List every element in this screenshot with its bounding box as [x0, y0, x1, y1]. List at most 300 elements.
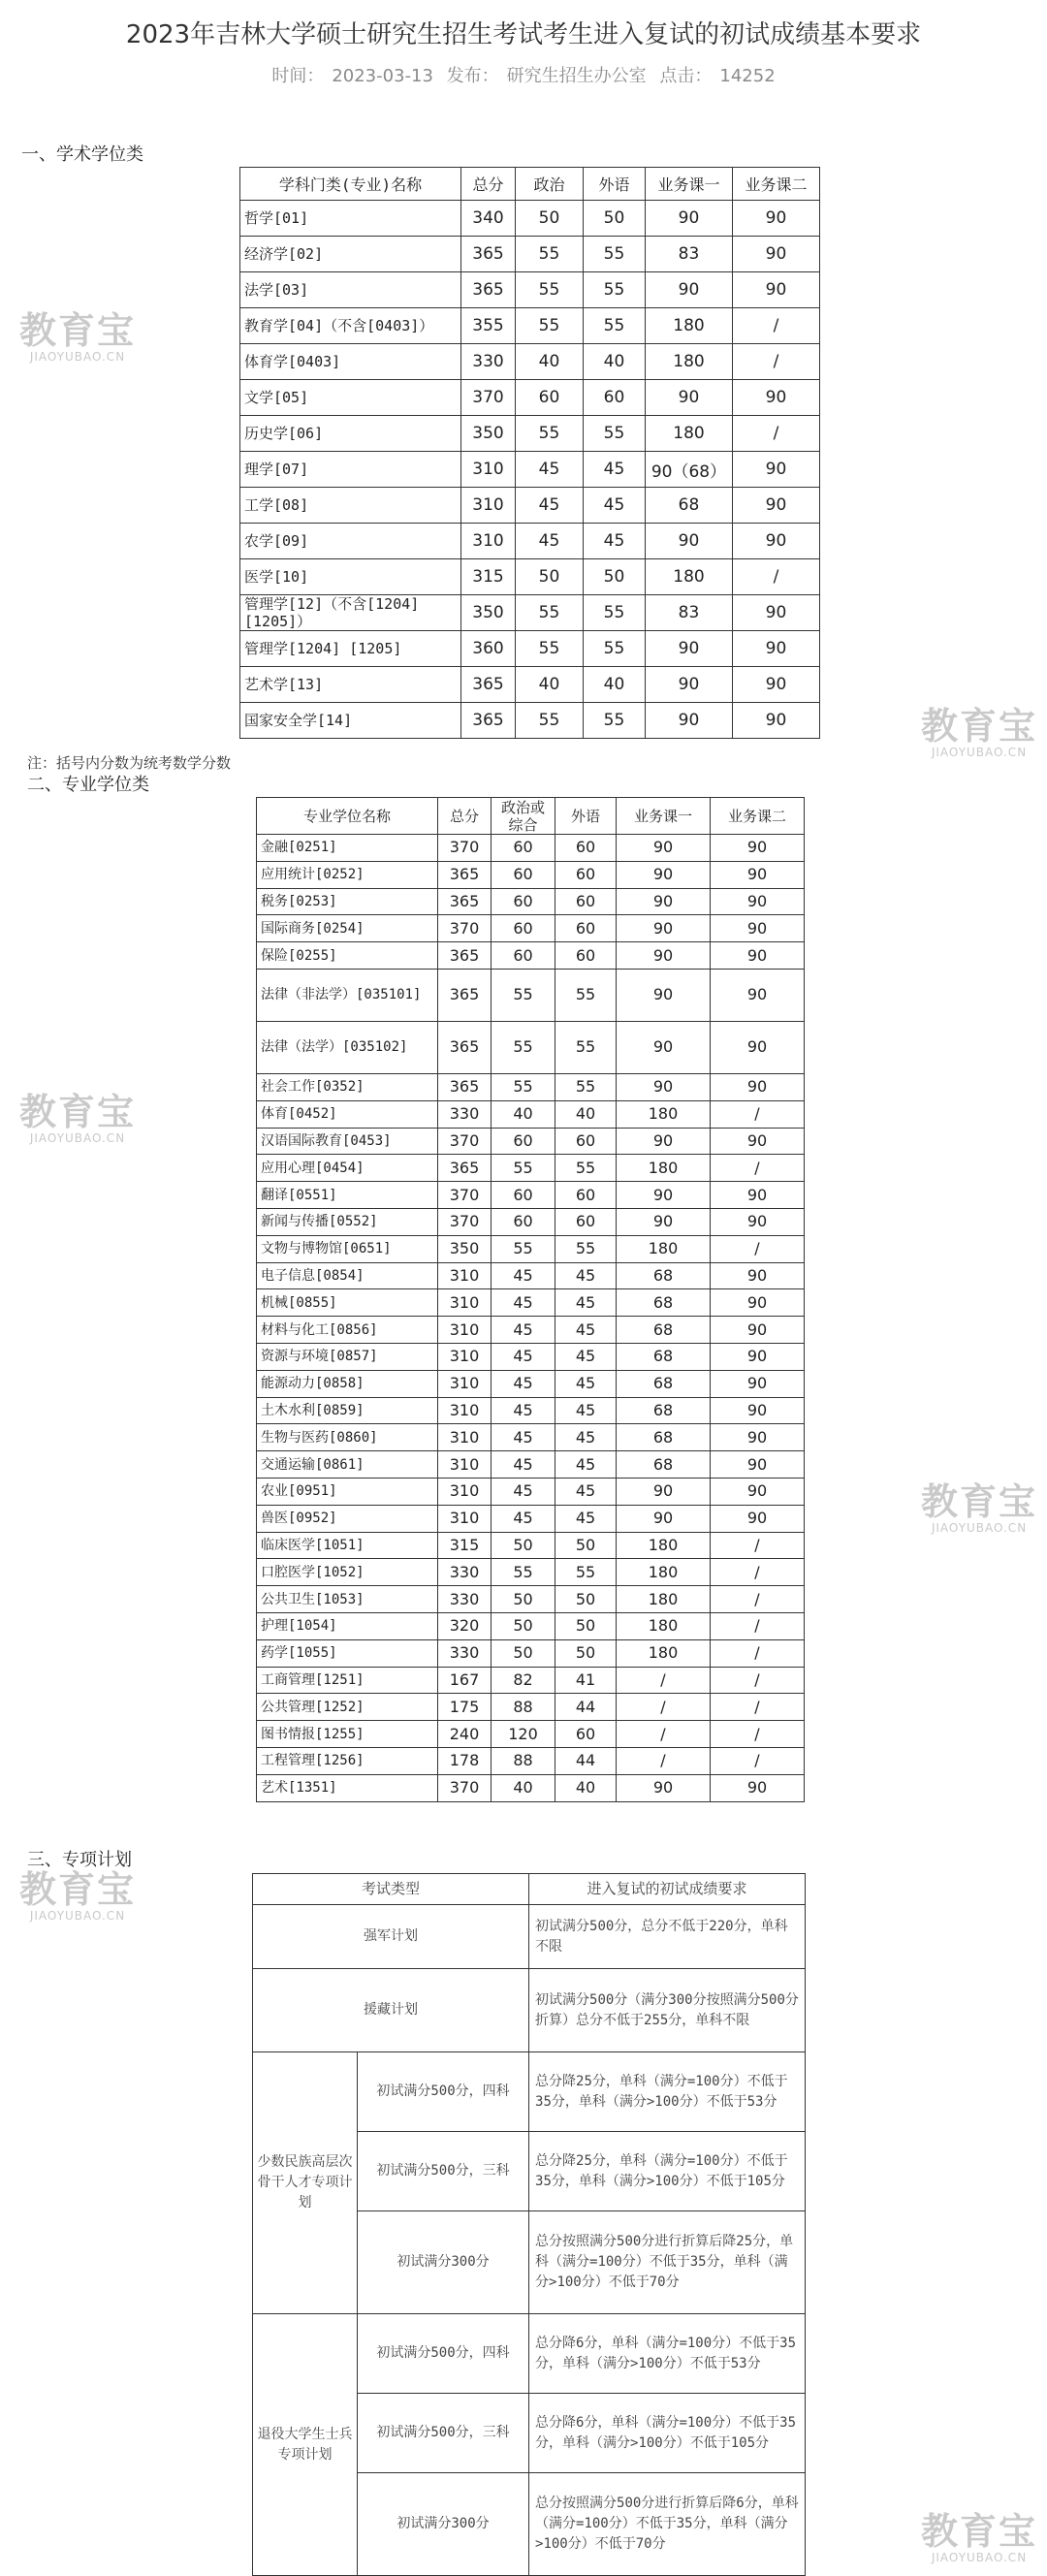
score-cell: 310	[461, 488, 516, 524]
discipline-name-cell: 生物与医药[0860]	[257, 1424, 438, 1451]
score-cell: 350	[438, 1235, 492, 1262]
table-row	[257, 1424, 805, 1451]
table-row	[257, 1397, 805, 1424]
score-cell: 180	[617, 1612, 711, 1639]
discipline-name-cell: 图书情报[1255]	[257, 1721, 438, 1748]
score-cell: 365	[438, 942, 492, 970]
score-cell: 44	[555, 1694, 617, 1721]
score-cell: 240	[438, 1721, 492, 1748]
discipline-name-cell: 医学[10]	[240, 559, 461, 595]
score-cell: 90	[711, 1397, 805, 1424]
score-cell: 60	[492, 942, 555, 970]
table-row	[257, 1612, 805, 1639]
score-cell: 55	[516, 631, 584, 667]
score-cell: /	[733, 559, 820, 595]
table-row	[257, 1208, 805, 1235]
table-row	[257, 1721, 805, 1748]
score-cell: 310	[438, 1505, 492, 1532]
plan-requirement: 初试满分500分，总分不低于220分，单科不限	[529, 1905, 806, 1969]
discipline-name-cell: 新闻与传播[0552]	[257, 1208, 438, 1235]
watermark-subtext: JIAOYUBAO.CN	[29, 350, 126, 364]
score-cell: 90	[617, 1182, 711, 1209]
discipline-name-cell: 文物与博物馆[0651]	[257, 1235, 438, 1262]
column-header: 学科门类(专业)名称	[240, 168, 461, 201]
score-cell: 82	[492, 1667, 555, 1694]
discipline-name-cell: 土木水利[0859]	[257, 1397, 438, 1424]
score-cell: 365	[438, 1073, 492, 1100]
discipline-name-cell: 药学[1055]	[257, 1639, 438, 1667]
score-cell: 90	[711, 915, 805, 942]
score-cell: 90	[733, 524, 820, 559]
score-cell: 355	[461, 308, 516, 344]
score-cell: 90	[617, 915, 711, 942]
plan-requirement: 总分按照满分500分进行折算后降25分，单科（满分=100分）不低于35分，单科（满分>100分）不低于70分	[529, 2211, 806, 2314]
score-cell: 60	[555, 915, 617, 942]
score-cell: 45	[555, 1505, 617, 1532]
publisher: 研究生招生办公室	[506, 66, 647, 86]
watermark-text: 教育宝	[19, 1091, 137, 1133]
table-row	[257, 1370, 805, 1397]
score-cell: 55	[555, 1021, 617, 1073]
score-cell: /	[711, 1586, 805, 1613]
score-cell: 60	[555, 888, 617, 915]
watermark-logo	[921, 2510, 1038, 2564]
score-cell: 310	[438, 1343, 492, 1370]
score-cell: 178	[438, 1747, 492, 1774]
score-cell: 50	[555, 1586, 617, 1613]
discipline-name-cell: 国家安全学[14]	[240, 703, 461, 739]
score-cell: 90	[617, 969, 711, 1021]
table-row	[257, 915, 805, 942]
table-row	[257, 1289, 805, 1317]
score-cell: 90	[711, 1262, 805, 1289]
score-cell: 45	[555, 1478, 617, 1505]
score-cell: 55	[555, 1559, 617, 1586]
discipline-name-cell: 社会工作[0352]	[257, 1073, 438, 1100]
table-row	[257, 1667, 805, 1694]
score-cell: 90	[733, 488, 820, 524]
publish-time: 2023-03-13	[332, 66, 433, 86]
table-row	[240, 272, 820, 308]
table-row	[257, 969, 805, 1021]
discipline-name-cell: 农业[0951]	[257, 1478, 438, 1505]
score-cell: 50	[584, 559, 646, 595]
score-cell: 365	[438, 1155, 492, 1182]
discipline-name-cell: 金融[0251]	[257, 835, 438, 862]
score-cell: 90	[711, 1451, 805, 1479]
score-cell: 90	[711, 1317, 805, 1344]
table-row	[257, 1747, 805, 1774]
score-cell: 60	[492, 915, 555, 942]
watermark-logo	[19, 309, 137, 364]
score-cell: 90	[617, 835, 711, 862]
score-cell: 55	[555, 1073, 617, 1100]
score-cell: 55	[492, 1021, 555, 1073]
watermark-logo	[19, 1091, 137, 1145]
score-cell: 90	[711, 1208, 805, 1235]
table-row	[257, 1774, 805, 1801]
score-cell: 55	[584, 308, 646, 344]
table-row	[257, 1694, 805, 1721]
plan-requirement: 总分降25分，单科（满分=100分）不低于35分，单科（满分>100分）不低于105分	[529, 2132, 806, 2211]
score-cell: 310	[438, 1317, 492, 1344]
score-cell: 55	[492, 1155, 555, 1182]
table-row	[257, 888, 805, 915]
table-row	[240, 452, 820, 488]
score-cell: 90	[733, 452, 820, 488]
table-row	[240, 595, 820, 631]
score-cell: 365	[438, 969, 492, 1021]
score-cell: 90	[711, 1182, 805, 1209]
table-header-row	[240, 168, 820, 201]
score-cell: 55	[584, 272, 646, 308]
table-row	[257, 1343, 805, 1370]
score-cell: 45	[492, 1397, 555, 1424]
score-cell: 365	[438, 888, 492, 915]
score-cell: 90（68）	[646, 452, 733, 488]
score-cell: 68	[617, 1343, 711, 1370]
discipline-name-cell: 国际商务[0254]	[257, 915, 438, 942]
score-cell: 330	[461, 344, 516, 380]
score-cell: 350	[461, 416, 516, 452]
score-cell: 50	[492, 1532, 555, 1559]
score-cell: 90	[711, 861, 805, 888]
score-cell: 180	[617, 1155, 711, 1182]
discipline-name-cell: 工程管理[1256]	[257, 1747, 438, 1774]
table-row	[257, 1262, 805, 1289]
table-row	[257, 1586, 805, 1613]
score-cell: 50	[492, 1639, 555, 1667]
plan-group: 退役大学生士兵专项计划	[253, 2314, 358, 2576]
column-header: 总分	[438, 798, 492, 835]
score-cell: 90	[711, 942, 805, 970]
table-row	[240, 631, 820, 667]
score-cell: 55	[492, 1235, 555, 1262]
clicks-label: 点击：	[659, 66, 713, 86]
score-cell: /	[711, 1694, 805, 1721]
score-cell: 90	[711, 1289, 805, 1317]
score-cell: 90	[617, 888, 711, 915]
score-cell: 90	[646, 272, 733, 308]
score-cell: /	[617, 1694, 711, 1721]
table-row	[253, 1905, 806, 1969]
time-label: 时间：	[271, 66, 325, 86]
score-cell: 83	[646, 595, 733, 631]
score-cell: 310	[438, 1424, 492, 1451]
score-cell: 365	[461, 272, 516, 308]
column-header: 外语	[584, 168, 646, 201]
discipline-name-cell: 工商管理[1251]	[257, 1667, 438, 1694]
discipline-name-cell: 公共管理[1252]	[257, 1694, 438, 1721]
discipline-name-cell: 应用统计[0252]	[257, 861, 438, 888]
score-cell: 90	[617, 861, 711, 888]
score-cell: 55	[516, 595, 584, 631]
score-cell: 55	[584, 237, 646, 272]
score-cell: 60	[555, 1721, 617, 1748]
plan-type: 强军计划	[253, 1905, 529, 1969]
score-cell: 180	[617, 1559, 711, 1586]
score-cell: 330	[438, 1639, 492, 1667]
discipline-name-cell: 公共卫生[1053]	[257, 1586, 438, 1613]
discipline-name-cell: 交通运输[0861]	[257, 1451, 438, 1479]
plan-subtype: 初试满分300分	[358, 2211, 529, 2314]
table-row	[257, 1235, 805, 1262]
score-cell: 330	[438, 1100, 492, 1128]
header-requirement: 进入复试的初试成绩要求	[529, 1874, 806, 1905]
plan-subtype: 初试满分500分，三科	[358, 2132, 529, 2211]
score-cell: 60	[555, 1208, 617, 1235]
score-cell: 180	[646, 308, 733, 344]
score-cell: 45	[584, 488, 646, 524]
score-cell: 88	[492, 1694, 555, 1721]
score-cell: 45	[492, 1343, 555, 1370]
discipline-name-cell: 临床医学[1051]	[257, 1532, 438, 1559]
column-header: 政治	[516, 168, 584, 201]
score-cell: 90	[617, 942, 711, 970]
table-row	[240, 380, 820, 416]
discipline-name-cell: 法学[03]	[240, 272, 461, 308]
score-cell: 60	[555, 835, 617, 862]
score-cell: 55	[492, 1559, 555, 1586]
plan-type: 援藏计划	[253, 1969, 529, 2052]
discipline-name-cell: 历史学[06]	[240, 416, 461, 452]
score-cell: 55	[516, 416, 584, 452]
score-cell: 360	[461, 631, 516, 667]
score-cell: 60	[555, 1128, 617, 1155]
click-count: 14252	[719, 66, 776, 86]
score-cell: /	[711, 1721, 805, 1748]
discipline-name-cell: 汉语国际教育[0453]	[257, 1128, 438, 1155]
table-row	[253, 2052, 806, 2132]
score-cell: 90	[711, 1478, 805, 1505]
score-cell: /	[711, 1747, 805, 1774]
score-cell: 90	[733, 272, 820, 308]
score-cell: 180	[617, 1639, 711, 1667]
column-header: 政治或综合	[492, 798, 555, 835]
score-cell: 60	[492, 861, 555, 888]
discipline-name-cell: 理学[07]	[240, 452, 461, 488]
score-cell: /	[711, 1667, 805, 1694]
score-cell: 60	[516, 380, 584, 416]
score-cell: 180	[617, 1586, 711, 1613]
column-header: 外语	[555, 798, 617, 835]
table-row	[240, 416, 820, 452]
score-cell: 330	[438, 1586, 492, 1613]
section3-heading: 三、专项计划	[27, 1850, 132, 1870]
score-cell: 90	[711, 888, 805, 915]
column-header: 专业学位名称	[257, 798, 438, 835]
score-cell: 45	[555, 1317, 617, 1344]
score-cell: 45	[492, 1424, 555, 1451]
score-cell: 90	[733, 237, 820, 272]
watermark-logo	[19, 1868, 137, 1923]
score-cell: 167	[438, 1667, 492, 1694]
score-cell: /	[733, 416, 820, 452]
score-cell: 365	[461, 703, 516, 739]
score-cell: 55	[516, 308, 584, 344]
discipline-name-cell: 保险[0255]	[257, 942, 438, 970]
column-header: 业务课一	[646, 168, 733, 201]
score-cell: 45	[584, 524, 646, 559]
score-cell: 370	[438, 1182, 492, 1209]
discipline-name-cell: 资源与环境[0857]	[257, 1343, 438, 1370]
score-cell: 180	[617, 1235, 711, 1262]
score-cell: 90	[711, 1774, 805, 1801]
score-cell: 55	[584, 595, 646, 631]
discipline-name-cell: 口腔医学[1052]	[257, 1559, 438, 1586]
discipline-name-cell: 税务[0253]	[257, 888, 438, 915]
score-cell: 45	[492, 1262, 555, 1289]
table-row	[257, 1182, 805, 1209]
table-row	[257, 1451, 805, 1479]
score-cell: /	[617, 1721, 711, 1748]
score-cell: 45	[516, 524, 584, 559]
score-cell: 55	[584, 416, 646, 452]
score-cell: 55	[584, 631, 646, 667]
table-row	[240, 344, 820, 380]
score-cell: 315	[438, 1532, 492, 1559]
watermark-logo	[921, 705, 1038, 759]
table-row	[257, 1100, 805, 1128]
score-cell: 50	[555, 1612, 617, 1639]
score-cell: 370	[438, 1774, 492, 1801]
score-cell: 88	[492, 1747, 555, 1774]
discipline-name-cell: 应用心理[0454]	[257, 1155, 438, 1182]
plan-subtype: 初试满分500分，四科	[358, 2314, 529, 2394]
score-cell: 50	[492, 1612, 555, 1639]
discipline-name-cell: 能源动力[0858]	[257, 1370, 438, 1397]
table-row	[257, 1021, 805, 1073]
score-cell: 60	[584, 380, 646, 416]
watermark-logo	[921, 1480, 1038, 1535]
discipline-name-cell: 法律（非法学）[035101]	[257, 969, 438, 1021]
table-row	[240, 488, 820, 524]
score-cell: /	[711, 1100, 805, 1128]
score-cell: 45	[555, 1451, 617, 1479]
score-cell: 60	[555, 861, 617, 888]
table-row	[257, 1559, 805, 1586]
score-cell: 55	[516, 272, 584, 308]
score-cell: 55	[492, 1073, 555, 1100]
discipline-name-cell: 材料与化工[0856]	[257, 1317, 438, 1344]
score-cell: 40	[492, 1100, 555, 1128]
score-cell: 68	[617, 1451, 711, 1479]
score-cell: 90	[733, 667, 820, 703]
score-cell: 90	[617, 1021, 711, 1073]
score-cell: 90	[733, 631, 820, 667]
score-cell: 90	[617, 1073, 711, 1100]
score-cell: 90	[733, 380, 820, 416]
score-cell: 40	[492, 1774, 555, 1801]
score-cell: 45	[555, 1289, 617, 1317]
score-cell: 90	[733, 595, 820, 631]
plan-group: 少数民族高层次骨干人才专项计划	[253, 2052, 358, 2314]
plan-requirement: 总分降6分，单科（满分=100分）不低于35分，单科（满分>100分）不低于105分	[529, 2394, 806, 2473]
score-cell: 90	[733, 703, 820, 739]
score-cell: 55	[516, 237, 584, 272]
score-cell: 315	[461, 559, 516, 595]
score-cell: 60	[555, 1182, 617, 1209]
score-cell: 60	[555, 942, 617, 970]
discipline-name-cell: 体育学[0403]	[240, 344, 461, 380]
score-cell: 45	[516, 452, 584, 488]
column-header: 总分	[461, 168, 516, 201]
section1-note: 注：括号内分数为统考数学分数	[27, 754, 232, 772]
table-row	[257, 1639, 805, 1667]
score-cell: 310	[438, 1262, 492, 1289]
score-cell: 370	[461, 380, 516, 416]
column-header: 业务课二	[711, 798, 805, 835]
table-row	[240, 201, 820, 237]
score-cell: 90	[646, 201, 733, 237]
publisher-label: 发布：	[446, 66, 499, 86]
discipline-name-cell: 机械[0855]	[257, 1289, 438, 1317]
score-cell: 45	[516, 488, 584, 524]
academic-degree-table	[239, 167, 820, 739]
score-cell: 90	[711, 1343, 805, 1370]
watermark-subtext: JIAOYUBAO.CN	[931, 2551, 1028, 2564]
discipline-name-cell: 管理学[12]（不含[1204][1205]）	[240, 595, 461, 631]
watermark-text: 教育宝	[921, 705, 1038, 747]
score-cell: 40	[555, 1774, 617, 1801]
discipline-name-cell: 农学[09]	[240, 524, 461, 559]
score-cell: 50	[516, 201, 584, 237]
score-cell: 45	[555, 1370, 617, 1397]
score-cell: 41	[555, 1667, 617, 1694]
watermark-subtext: JIAOYUBAO.CN	[29, 1131, 126, 1145]
score-cell: 180	[646, 559, 733, 595]
score-cell: /	[711, 1559, 805, 1586]
score-cell: 370	[438, 1208, 492, 1235]
score-cell: 310	[438, 1451, 492, 1479]
watermark-subtext: JIAOYUBAO.CN	[931, 746, 1028, 759]
score-cell: 55	[492, 969, 555, 1021]
table-row	[257, 1505, 805, 1532]
score-cell: 370	[438, 835, 492, 862]
score-cell: /	[711, 1235, 805, 1262]
discipline-name-cell: 管理学[1204] [1205]	[240, 631, 461, 667]
plan-subtype: 初试满分500分，四科	[358, 2052, 529, 2132]
score-cell: /	[711, 1639, 805, 1667]
score-cell: 55	[516, 703, 584, 739]
score-cell: 60	[492, 1182, 555, 1209]
table-row	[240, 308, 820, 344]
score-cell: 45	[492, 1317, 555, 1344]
table-row	[240, 524, 820, 559]
score-cell: /	[711, 1532, 805, 1559]
watermark-text: 教育宝	[921, 1480, 1038, 1523]
plan-requirement: 总分降25分，单科（满分=100分）不低于35分，单科（满分>100分）不低于53分	[529, 2052, 806, 2132]
discipline-name-cell: 体育[0452]	[257, 1100, 438, 1128]
plan-subtype: 初试满分500分，三科	[358, 2394, 529, 2473]
score-cell: 45	[492, 1370, 555, 1397]
score-cell: 90	[711, 1021, 805, 1073]
score-cell: 180	[617, 1100, 711, 1128]
article-meta	[0, 64, 1047, 89]
score-cell: /	[711, 1612, 805, 1639]
score-cell: 40	[516, 667, 584, 703]
score-cell: 180	[617, 1532, 711, 1559]
score-cell: 55	[555, 969, 617, 1021]
discipline-name-cell: 电子信息[0854]	[257, 1262, 438, 1289]
score-cell: 330	[438, 1559, 492, 1586]
score-cell: /	[733, 308, 820, 344]
score-cell: 68	[617, 1262, 711, 1289]
table-header-row	[257, 798, 805, 835]
score-cell: 310	[438, 1370, 492, 1397]
score-cell: 310	[461, 452, 516, 488]
score-cell: 68	[617, 1289, 711, 1317]
